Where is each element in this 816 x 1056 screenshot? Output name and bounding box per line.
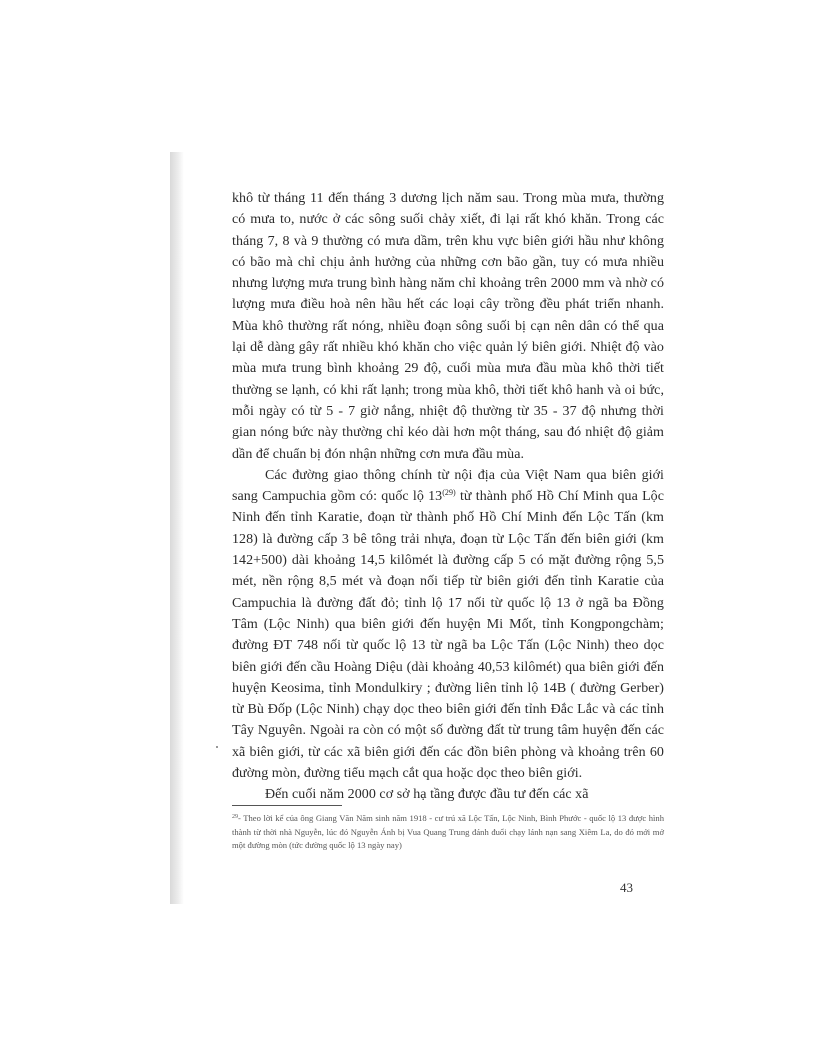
footnote-reference: (29): [442, 488, 456, 498]
paragraph-infrastructure: Đến cuối năm 2000 cơ sở hạ tầng được đầu tư đến các xã: [265, 787, 589, 803]
footnote-divider: [232, 805, 342, 806]
page-number: 43: [620, 880, 633, 895]
paragraph-continued: khô từ tháng 11 đến tháng 3 dương lịch năm sau. Trong mùa mưa, thường có mưa to, nước ở các sông suối chảy xiết, đi lại rất khó khăn. Trong các tháng 7, 8 và 9 thường có mưa dầm, trên khu vực biên giới hầu như không có bão mà chỉ chịu ảnh hưởng của những cơn bão gần, tuy có mưa nhiều nhưng lượng mưa trung bình hàng năm chỉ khoảng trên 2000 mm và nhờ có lượng mưa điều hoà nên hầu hết các loại cây trồng đều phát triển nhanh. Mùa khô thường rất nóng, nhiều đoạn sông suối bị cạn nên dân có thể qua lại dễ dàng gây rất nhiều khó khăn cho việc quản lý biên giới. Nhiệt độ vào mùa mưa trung bình khoảng 29 độ, cuối mùa mưa đầu mùa khô thời tiết thường se lạnh, có khi rất lạnh; trong mùa khô, thời tiết khô hanh và oi bức, mỗi ngày có từ 5 - 7 giờ nắng, nhiệt độ thường từ 35 - 37 độ nhưng thời gian nóng bức này thường chỉ kéo dài hơn một tháng, sau đó nhiệt độ giảm dần để chuẩn bị đón nhận những cơn mưa đầu mùa.: [232, 191, 664, 462]
paragraph-roads: [232, 465, 664, 784]
binding-gutter-shadow: [170, 152, 184, 904]
footnote-text: - Theo lời kể của ông Giang Văn Năm sinh năm 1918 - cư trú xã Lộc Tấn, Lộc Ninh, Bình Phước - quốc lộ 13 được hình thành từ thời nhà Nguyễn, lúc đó Nguyễn Ánh bị Vua Quang Trung đánh đuổi chạy lánh nạn sang Xiêm La, do đó mới mở một đường mòn (tức đường quốc lộ 13 ngày nay): [232, 813, 664, 851]
page-body: [232, 188, 664, 806]
footnote: [232, 812, 664, 853]
scan-speck: [216, 746, 218, 748]
paragraph-roads-start: Các đường giao thông chính từ nội địa của Việt Nam qua biên giới sang Campuchia gồm có: quốc lộ 13: [232, 467, 664, 505]
footnote-marker: 29: [232, 814, 238, 820]
paragraph-roads-rest: từ thành phố Hồ Chí Minh qua Lộc Ninh đến tỉnh Karatie, đoạn từ thành phố Hồ Chí Minh đến Lộc Tấn (km 128) là đường cấp 3 bê tông trải nhựa, đoạn từ Lộc Tấn đến biên giới (km 142+500) dài khoảng 14,5 kilômét là đường cấp 5 có mặt đường rộng 5,5 mét, nền rộng 8,5 mét và đoạn nối tiếp từ biên giới đến tỉnh Karatie của Campuchia là đường đất đỏ; tỉnh lộ 17 nối từ quốc lộ 13 ở ngã ba Đồng Tâm (Lộc Ninh) qua biên giới đến huyện Mi Mốt, tỉnh Kongpongchàm; đường ĐT 748 nối từ quốc lộ 13 từ ngã ba Lộc Tấn (Lộc Ninh) theo dọc biên giới đến cầu Hoàng Diệu (dài khoảng 40,53 kilômét) qua biên giới đến huyện Keosima, tỉnh Mondulkiry ; đường liên tỉnh lộ 14B ( đường Gerber) từ Bù Đốp (Lộc Ninh) chạy dọc theo biên giới đến tỉnh Đắc Lắc và các tỉnh Tây Nguyên. Ngoài ra còn có một số đường đất từ trung tâm huyện đến các xã biên giới, từ các xã biên giới đến các đồn biên phòng và khoảng trên 60 đường mòn, đường tiểu mạch cắt qua hoặc dọc theo biên giới.: [232, 489, 664, 782]
